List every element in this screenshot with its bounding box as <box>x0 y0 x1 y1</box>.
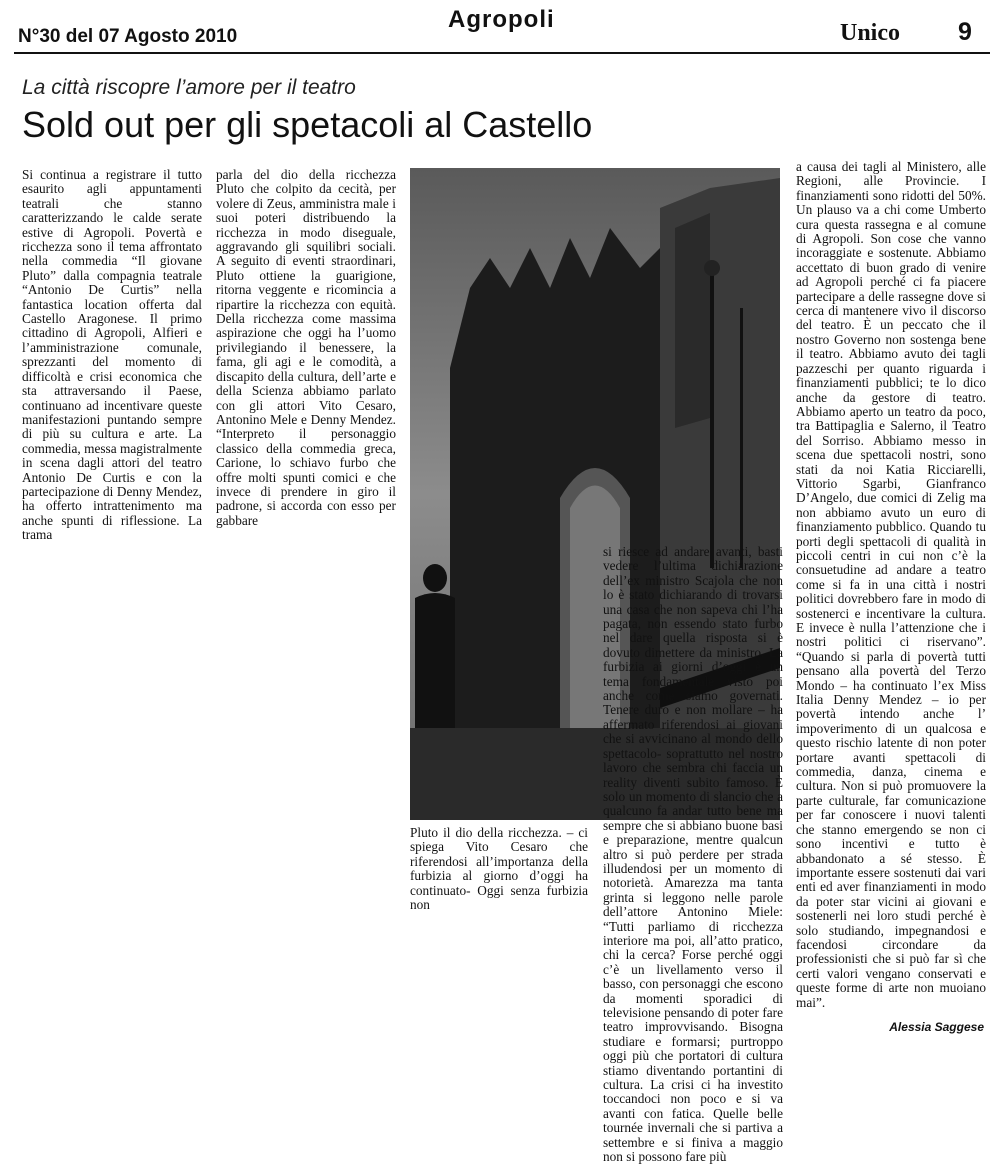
article-column-4: si riesce ad andare avanti, basti vedere l’ultima dichiarazione dell’ex ministro Scajola che non lo è stato dichiarando di trovarsi una casa che non sapeva chi l’ha pagata, non essendo stato furbo nel dare quella risposta si è dovuto dimettere da ministro. La furbizia ai giorni d’oggi è un tema fondamentale visto poi anche come siamo governati. Tenere duro e non mollare – ha affermato riferendosi ai giovani che si avvicinano al mondo dello spettacolo- soprattutto nel nostro lavoro che sembra chi faccia un reality diventi subito famoso. È solo un momento di slancio che a qualcuno fa andar tutto bene ma sempre che si abbiano buone basi e preparazione, mentre qualcun altro si può perdere per strada illudendosi per un momento di notorietà. Amarezza ma tanta grinta si leggono nelle parole dell’attore Antonino Miele: “Tutti parliamo di ricchezza interiore ma poi, all’atto pratico, chi la cerca? Forse perché oggi c’è un livellamento verso il basso, con personaggi che escono da momenti sporadici di televisione pensando di poter fare teatro improvvisando. Bisogna studiare e formarsi; purtroppo oggi più che portatori di cultura stiamo diventando portantini di cultura. La crisi ci ha investito toccandoci non poco e si va avanti con fatica. Quelle belle tournée invernali che si partiva a settembre e si finiva a maggio non si possono fare più <box>603 544 783 1164</box>
article-column-2: parla del dio della ricchezza Pluto che colpito da cecità, per volere di Zeus, amministra male i suoi poteri distribuendo la ricchezza in modo diseguale, aggravando gli squilibri sociali. A seguito di eventi straordinari, Pluto ottiene la guarigione, ritorna veggente e ricomincia a ripartire la ricchezza con equità. Della ricchezza come massima aspirazione che oggi ha l’uomo privilegiando il benessere, la fama, gli agi e le comodità, a discapito della cultura, dell’arte e della Scienza abbiamo parlato con gli attori Vito Cesaro, Antonino Mele e Denny Mendez. “Interpreto il personaggio classico della commedia greca, Carione, lo schiavo furbo che offre molti spunti comici e che invece di prendere in giro il padrone, si accorda con esso per gabbare <box>216 167 396 528</box>
article-subtitle: La città riscopre l’amore per il teatro <box>22 76 356 99</box>
header-section: Agropoli <box>448 6 555 33</box>
article-byline: Alessia Saggese <box>889 1020 984 1034</box>
article-headline: Sold out per gli spetacoli al Castello <box>22 104 593 145</box>
article-column-5: a causa dei tagli al Ministero, alle Regioni, alle Provincie. I finanziamenti sono ridotti del 50%. Un plauso va a chi come Umberto cura questa rassegna e al comune di Agropoli. Son cose che vanno incoraggiate e sostenute. Abbiamo accettato di buon grado di venire ad Agropoli perché ci fa piacere partecipare a delle rassegne dove si cerca di mantenere vivo il discorso del teatro. È un peccato che il nostro Governo non sostenga bene il teatro. Abbiamo avuto dei tagli pazzeschi per quanto riguarda i finanziamenti pubblici; te lo dico anche da gestore di teatro. Abbiamo aperto un teatro da poco, tra Battipaglia e Salerno, il Teatro del Sorriso. Abbiamo messo in scena due spettacoli nostri, sono stati da noi Katia Ricciarelli, Vittorio Sgarbi, Gianfranco D’Angelo, due comici di Zelig ma non abbiamo avuto un euro di finanziamento pubblico. Quando tu porti degli spettacoli di qualità in piccoli centri in cui non c’è la consuetudine ad andare a teatro come si fa in una città i nostri politici dovrebbero fare in modo di sostenerci e incentivare la cultura. E invece è nulla l’attenzione che i nostri politici ci riservano”. “Quando si parla di povertà tutti pensano alla povertà del Terzo Mondo – ha continuato l’ex Miss Italia Denny Mendez – io per povertà intendo anche l’ impoverimento di un qualcosa e questo rischio latente di non poter portare avanti spettacoli di commedia, danza, cinema e cultura. Non si può promuovere la parte culturale, far comunicazione per far conoscere i nuovi talenti che stanno emergendo se non ci sono incentivi e tutto è abbandonato a sé stesso. È importante essere sostenuti dai vari enti ed aver finanziamenti in modo da poter star vicini ai giovani e sostenerli nei loro studi perché è solo studiando, impegnandosi e facendosi circondare da professionisti che si può far sì che certi valori vengano conservati e queste forme di arte non muoiano mai”. <box>796 159 986 1010</box>
article-column-3: Pluto il dio della ricchezza. – ci spiega Vito Cesaro che riferendosi all’importanza della furbizia al giorno d’oggi ha continuato- Oggi senza furbizia non <box>410 825 588 913</box>
header-issue: N°30 del 07 Agosto 2010 <box>18 26 238 47</box>
header-rule <box>14 52 990 54</box>
header-brand-logo: Unico <box>840 20 900 46</box>
article-column-1: Si continua a registrare il tutto esaurito agli appuntamenti teatrali che stanno caratterizzando le calde serate estive di Agropoli. Povertà e ricchezza sono il tema affrontato nella commedia “Il giovane Pluto” dalla compagnia teatrale “Antonio De Curtis” nella fantastica location offerta dal Castello Aragonese. Il primo cittadino di Agropoli, Alfieri e l’amministrazione comunale, sprezzanti del momento di difficoltà e crisi economica che sta attraversando il Paese, continuano ad incentivare queste manifestazioni puntando sempre di più su cultura e arte. La commedia, messa magistralmente in scena dagli attori del teatro Antonio De Curtis e con la partecipazione di Denny Mendez, ha offerto intrattenimento ma anche spunti di riflessione. La trama <box>22 167 202 543</box>
header-page-number: 9 <box>958 18 972 46</box>
